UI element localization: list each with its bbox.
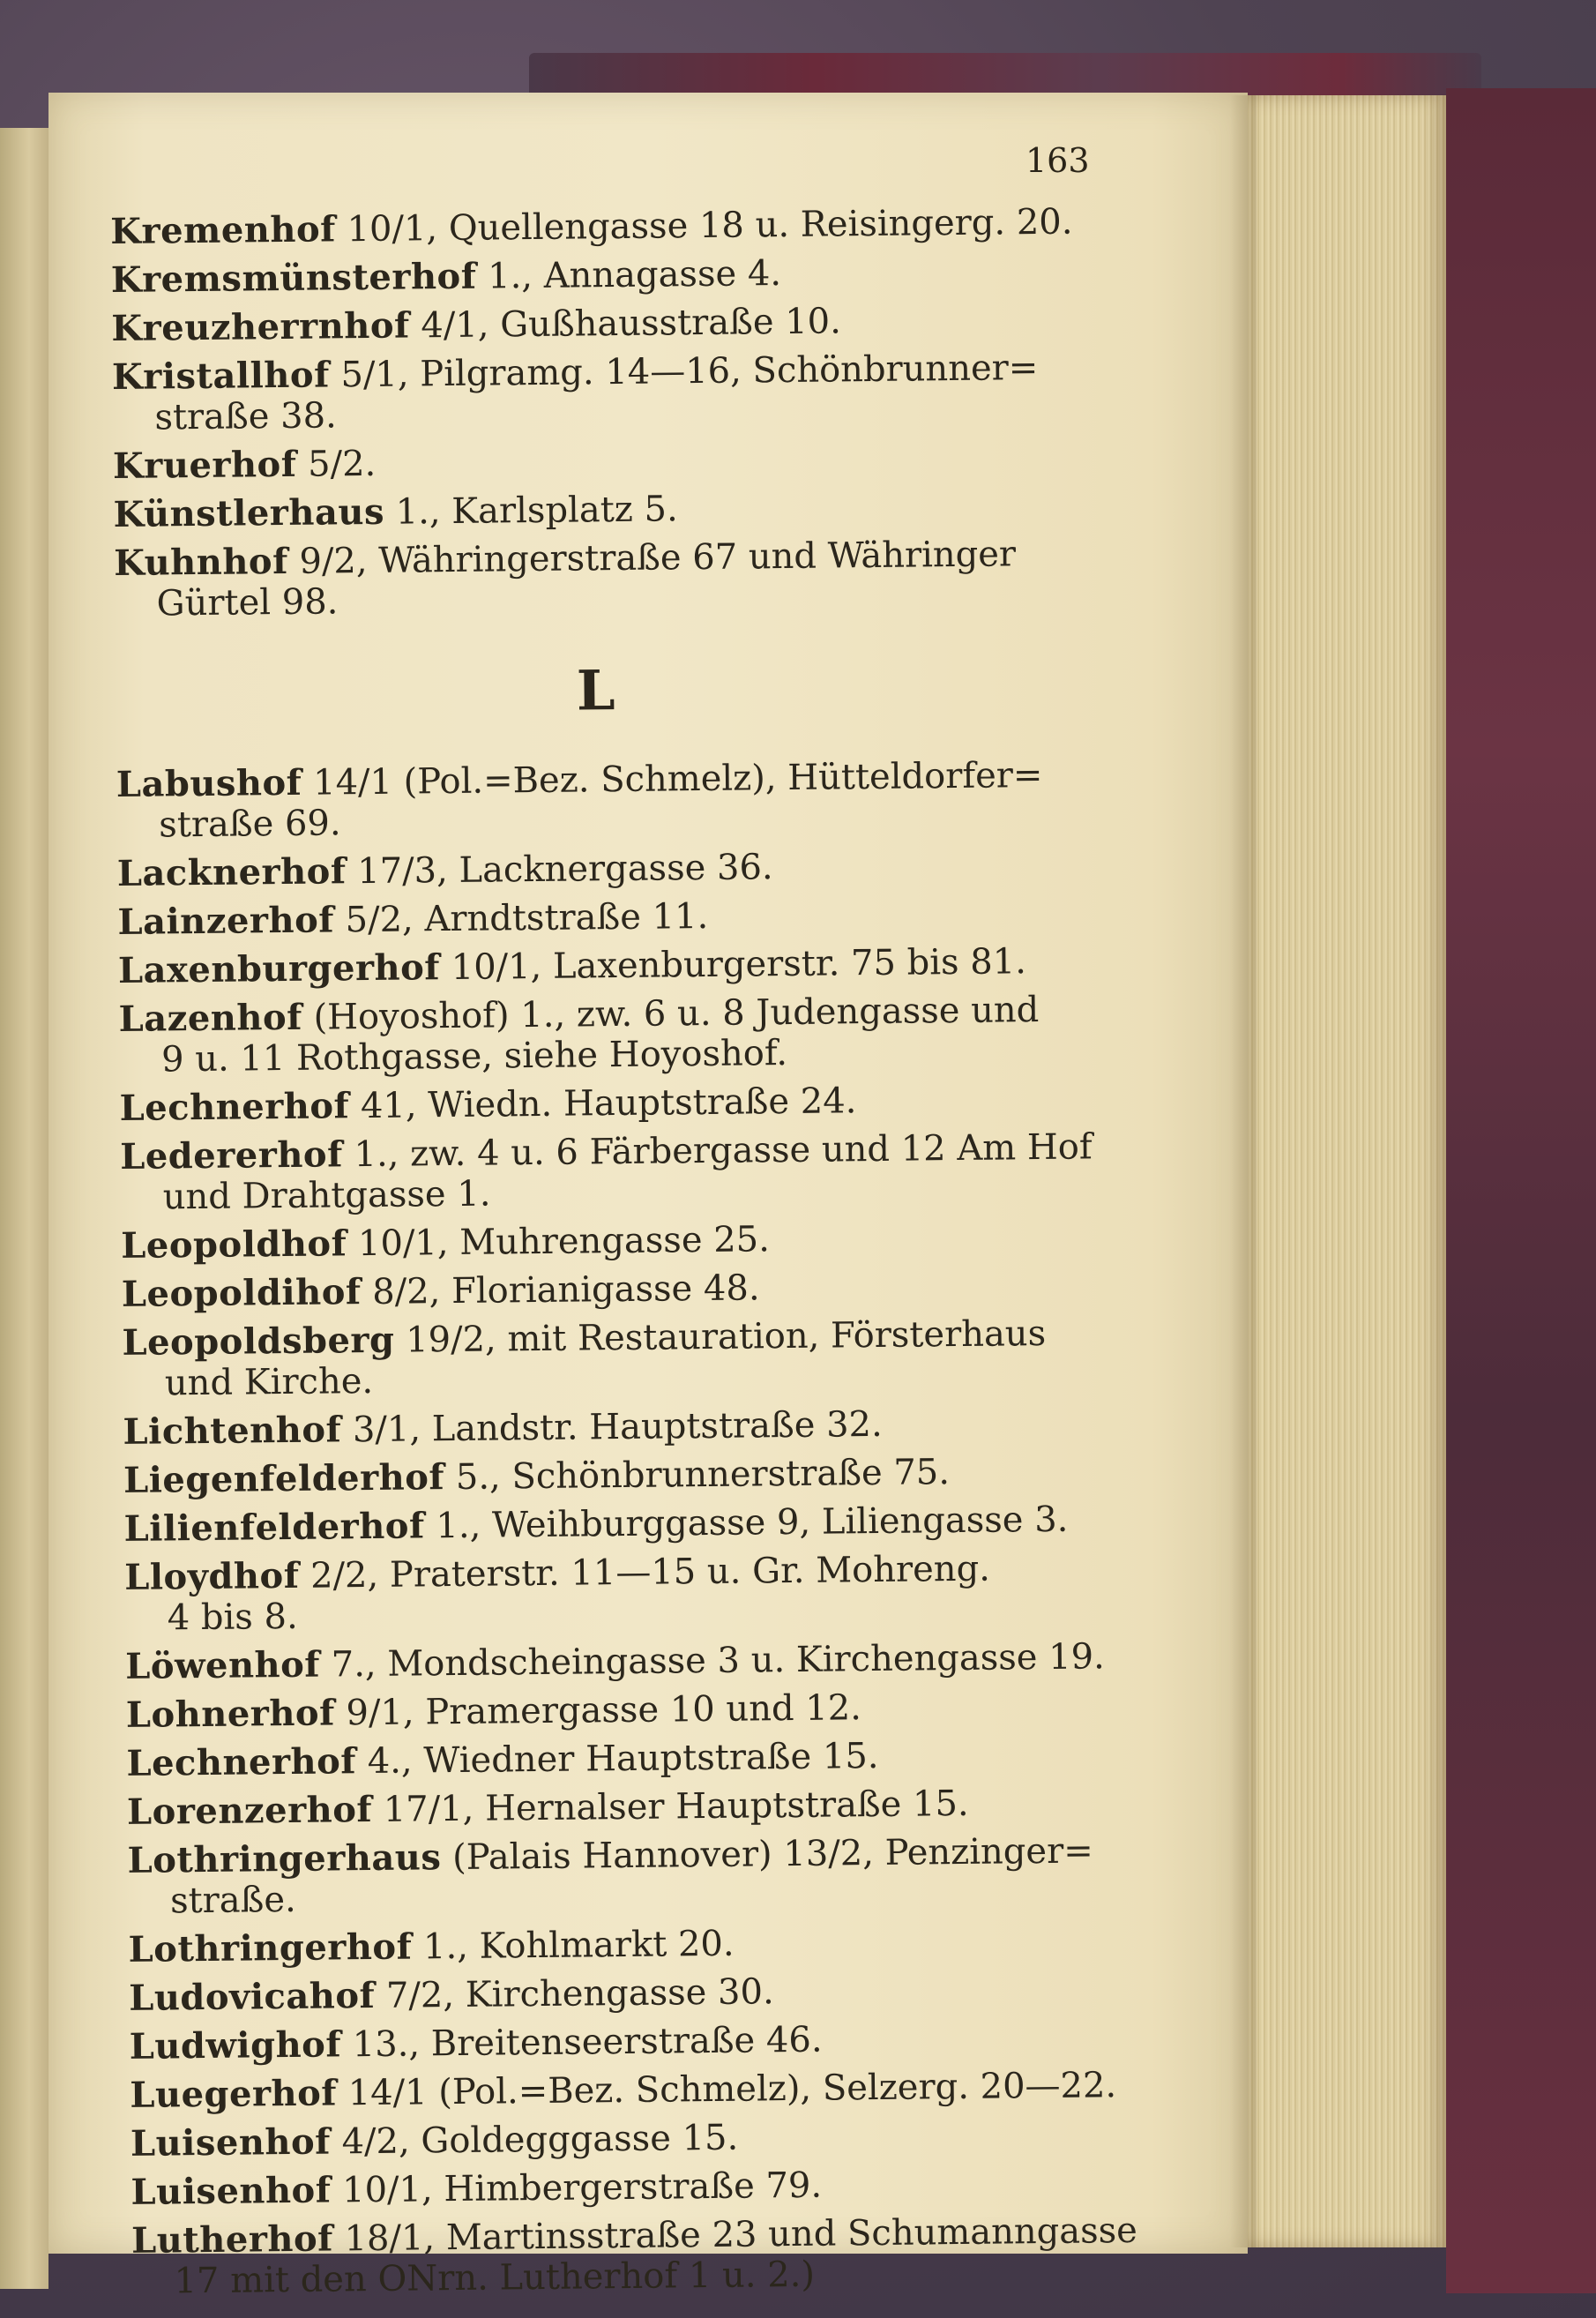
entry-name: Luegerhof [130,2072,338,2116]
entry-address: 19/2, mit Restauration, Försterhaus [405,1312,1047,1361]
directory-entry [123,1449,1190,1501]
entry-address: 2/2, Praterstr. 11—15 u. Gr. Mohreng. [310,1548,991,1596]
entry-address: 4/2, Goldegggasse 15. [341,2117,739,2163]
entry-address: 1., Weihburggasse 9, Liliengasse 3. [436,1499,1069,1547]
entry-address: 13., Breitenseerstraße 46. [352,2019,823,2066]
entry-name: Künstlerhaus [113,490,385,535]
entry-name: Leopoldsberg [122,1319,395,1364]
entry-name: Kuhnhof [113,540,289,584]
directory-entry [111,297,1178,349]
entry-name: Lothringerhof [128,1925,413,1970]
directory-entry [118,988,1186,1080]
directory-entry [111,249,1178,301]
entry-name: Lorenzerhof [126,1788,373,1833]
entry-address: 5/2. [307,443,377,485]
entry-name: Lohnerhof [125,1692,336,1736]
entry-name: Lacknerhof [116,850,347,894]
entry-address: 7., Mondscheingasse 3 u. Kirchengasse 19. [331,1636,1106,1686]
directory-entries [110,200,1199,2310]
entry-name: Lechnerhof [119,1085,350,1129]
directory-entry [117,842,1184,894]
entries-k-list [110,200,1182,624]
entry-address: 14/1 (Pol.=Bez. Schmelz), Selzerg. 20—22. [347,2065,1117,2114]
entry-name: Lothringerhaus [127,1836,442,1881]
entry-name: Kremenhof [109,208,337,252]
directory-entry [118,939,1185,991]
directory-entry [126,1732,1193,1784]
entry-address: 7/2, Kirchengasse 30. [385,1971,774,2016]
entry-address: 5/2, Arndtstraße 11. [345,895,709,941]
entry-continuation: Gürtel 98. [156,581,339,624]
entry-address: 8/2, Florianigasse 48. [372,1267,760,1312]
entry-address: 1., Karlsplatz 5. [395,489,678,533]
entry-address: 3/1, Landstr. Hauptstraße 32. [352,1403,883,1451]
entry-address: 4/1, Gußhausstraße 10. [421,301,842,347]
directory-entry [113,435,1180,487]
entry-name: Luisenhof [131,2169,332,2213]
directory-entry [131,2210,1199,2302]
directory-entry [116,753,1184,846]
page-edges [1248,95,1446,2247]
entry-name: Laxenburgerhof [117,946,441,991]
entry-name: Ludwighof [129,2023,342,2068]
entry-continuation: 17 mit den ONrn. Lutherhof 1 u. 2.) [174,2254,816,2302]
directory-entry [123,1498,1190,1550]
entry-continuation: und Kirche. [164,1360,374,1404]
entry-address: 41, Wiedn. Hauptstraße 24. [360,1080,857,1127]
entry-address: 10/1, Laxenburgerstr. 75 bis 81. [451,941,1027,988]
entry-address: 18/1, Martinsstraße 23 und Schumanngasse [344,2210,1138,2260]
page-gutter-shadow [1230,95,1257,2247]
entry-address: 17/1, Hernalser Hauptstraße 15. [383,1783,969,1830]
entry-name: Kristallhof [111,354,331,398]
directory-entry [117,891,1184,943]
directory-entry [126,1684,1193,1736]
entry-continuation: 9 u. 11 Rothgasse, siehe Hoyoshof. [160,1033,788,1080]
entry-name: Kreuzherrnhof [111,304,410,349]
directory-entry [125,1635,1192,1687]
section-letter: L [576,658,615,723]
entry-continuation: straße 38. [154,395,337,438]
directory-entry [127,1781,1194,1833]
entry-name: Lechnerhof [126,1740,357,1784]
cover-right-edge [1446,88,1596,2293]
entry-name: Kremsmünsterhof [110,255,477,301]
entry-name: Labushof [116,761,302,805]
directory-entry [130,2015,1197,2068]
directory-entry [128,1918,1195,1970]
left-page-edge [0,128,48,2289]
entry-address: 1., Annagasse 4. [487,253,782,297]
directory-entry [114,532,1182,624]
entry-name: Lutherhof [131,2217,334,2262]
directory-entry [131,2112,1197,2165]
entry-address: 10/1, Muhrengasse 25. [357,1219,771,1265]
entry-name: Löwenhof [125,1643,321,1687]
entry-address: 9/2, Währingerstraße 67 und Währinger [299,534,1017,582]
entry-name: Lazenhof [118,996,303,1040]
entry-name: Leopoldihof [121,1271,362,1315]
directory-entry [112,346,1180,438]
entry-continuation: straße. [169,1879,296,1922]
entry-name: Liegenfelderhof [123,1456,445,1501]
directory-entry [129,1967,1196,2019]
directory-entry [131,2161,1197,2213]
directory-entry [122,1263,1189,1315]
directory-entry [121,1215,1188,1267]
entry-address: (Hoyoshof) 1., zw. 6 u. 8 Judengasse und [313,990,1040,1038]
directory-entry [124,1546,1192,1639]
entry-name: Leopoldhof [121,1223,347,1267]
entry-name: Lloydhof [123,1554,300,1598]
entry-address: 5/1, Pilgramg. 14—16, Schönbrunner= [340,347,1039,396]
directory-entry [127,1829,1195,1922]
directory-entry [120,1125,1188,1218]
entry-continuation: 4 bis 8. [167,1596,298,1639]
page-number: 163 [1025,141,1090,180]
entry-name: Lainzerhof [117,899,335,943]
entry-address: 17/3, Lacknergasse 36. [357,847,773,893]
entry-name: Ledererhof [119,1133,344,1178]
directory-entry [123,1401,1190,1453]
directory-entry [113,483,1180,535]
entry-address: 4., Wiedner Hauptstraße 15. [367,1735,879,1783]
entry-name: Lichtenhof [123,1409,342,1453]
entry-name: Ludovicahof [128,1974,376,2019]
entry-address: 9/1, Pramergasse 10 und 12. [346,1687,862,1734]
entry-address: (Palais Hannover) 13/2, Penzinger= [451,1830,1093,1879]
entries-l-list [116,753,1199,2302]
entry-address: 14/1 (Pol.=Bez. Schmelz), Hütteldorfer= [312,754,1043,804]
entry-address: 10/1, Himbergerstraße 79. [341,2165,823,2211]
entry-name: Kruerhof [112,443,297,487]
entry-address: 1., Kohlmarkt 20. [422,1923,735,1968]
entry-address: 1., zw. 4 u. 6 Färbergasse und 12 Am Hof [354,1126,1093,1176]
entry-address: 5., Schönbrunnerstraße 75. [455,1452,951,1498]
directory-entry [122,1312,1190,1404]
entry-name: Lilienfelderhof [123,1505,425,1550]
entry-name: Luisenhof [130,2120,332,2165]
entry-address: 10/1, Quellengasse 18 u. Reisingerg. 20. [347,201,1073,250]
directory-entry [130,2064,1197,2116]
directory-entry [119,1077,1186,1129]
directory-entry [110,200,1177,252]
entry-continuation: straße 69. [159,803,341,846]
entry-continuation: und Drahtgasse 1. [162,1173,491,1218]
